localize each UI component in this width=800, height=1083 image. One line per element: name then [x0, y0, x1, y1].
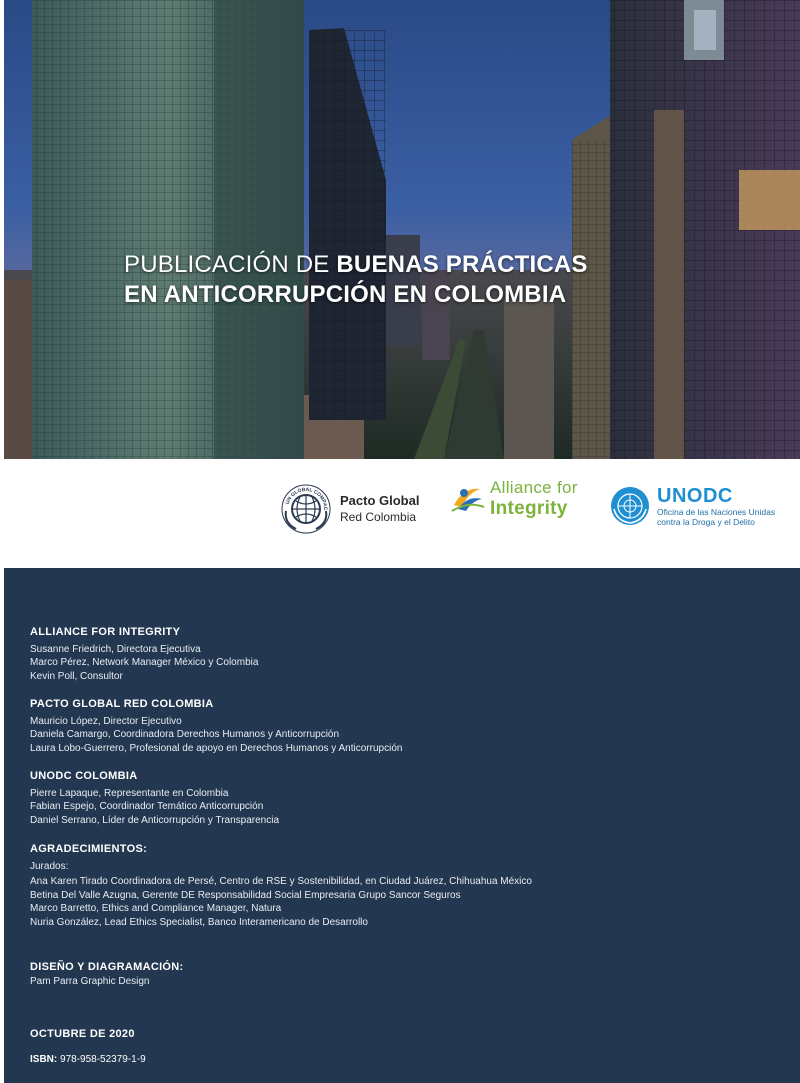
isbn: [30, 1053, 146, 1067]
credit-line: Marco Barretto, Ethics and Compliance Manager, Natura: [30, 903, 282, 915]
credits-section-acknowledgements: [30, 842, 532, 929]
unodc-logo: [609, 485, 775, 527]
alliance-for-integrity-logo: [450, 477, 578, 519]
isbn-value: 978-958-52379-1-9: [57, 1054, 146, 1065]
un-global-compact-seal-icon: [280, 483, 332, 535]
section-heading: DISEÑO Y DIAGRAMACIÓN:: [30, 961, 184, 973]
publication-date: [30, 1027, 135, 1045]
pacto-global-logo: [280, 483, 419, 535]
credits-section-design: [30, 960, 183, 988]
jury-label: Jurados:: [30, 861, 69, 872]
credit-line: Mauricio López, Director Ejecutivo: [30, 716, 182, 727]
city-skyline-image: [4, 0, 800, 459]
credits-panel: [4, 568, 800, 1083]
unodc-subtitle-1: Oficina de las Naciones Unidas: [657, 507, 776, 517]
alliance-name-line-2: Integrity: [490, 498, 568, 519]
credits-section-alliance: [30, 625, 258, 683]
date-text: OCTUBRE DE 2020: [30, 1028, 135, 1040]
partner-logo-band: [4, 459, 800, 562]
section-heading: PACTO GLOBAL RED COLOMBIA: [30, 698, 214, 710]
credit-line: Ana Karen Tirado Coordinadora de Persé, Centro de RSE y Sostenibilidad, en Ciudad Juárez, Chihuahua México: [30, 876, 532, 888]
credit-line: Nuria González, Lead Ethics Specialist, Banco Interamericano de Desarrollo: [30, 916, 368, 928]
cover-photo: [4, 0, 800, 459]
section-heading: UNODC COLOMBIA: [30, 770, 138, 782]
credit-line: Daniel Serrano, Líder de Anticorrupción y Transparencia: [30, 814, 280, 826]
credit-line: Betina Del Valle Azugna, Gerente DE Responsabilidad Social Empresaria Grupo Sancor Seguros: [30, 889, 461, 901]
section-heading: ALLIANCE FOR INTEGRITY: [30, 626, 181, 638]
cover-title-light: PUBLICACIÓN DE: [124, 251, 337, 278]
unodc-subtitle-2: contra la Droga y el Delito: [657, 517, 755, 527]
cover-title: [124, 250, 588, 310]
seal-text: UN GLOBAL COMPAC: [284, 486, 329, 511]
credit-line: Pam Parra Graphic Design: [30, 976, 150, 987]
credits-section-pacto-global: [30, 697, 402, 755]
pacto-global-name: Pacto Global: [340, 493, 420, 508]
alliance-name-line-1: Alliance for: [490, 478, 578, 497]
unodc-name: UNODC: [657, 485, 733, 507]
credit-line: Susanne Friedrich, Directora Ejecutiva: [30, 644, 201, 655]
credit-line: Fabian Espejo, Coordinador Temático Anticorrupción: [30, 801, 264, 813]
cover-title-bold-2: EN ANTICORRUPCIÓN EN COLOMBIA: [124, 281, 567, 308]
credit-line: Daniela Camargo, Coordinadora Derechos Humanos y Anticorrupción: [30, 729, 340, 741]
credit-line: Kevin Poll, Consultor: [30, 670, 123, 682]
alliance-emblem-icon: [450, 481, 486, 515]
isbn-label: ISBN:: [30, 1054, 58, 1065]
pacto-global-subtitle: Red Colombia: [340, 510, 417, 524]
credits-section-unodc: [30, 769, 279, 827]
cover-title-bold-1: BUENAS PRÁCTICAS: [336, 251, 588, 278]
credit-line: Pierre Lapaque, Representante en Colombia: [30, 788, 229, 799]
credit-line: Marco Pérez, Network Manager México y Colombia: [30, 657, 259, 669]
credit-line: Laura Lobo-Guerrero, Profesional de apoyo en Derechos Humanos y Anticorrupción: [30, 742, 403, 754]
un-emblem-icon: [609, 485, 651, 527]
section-heading: AGRADECIMIENTOS:: [30, 843, 148, 855]
